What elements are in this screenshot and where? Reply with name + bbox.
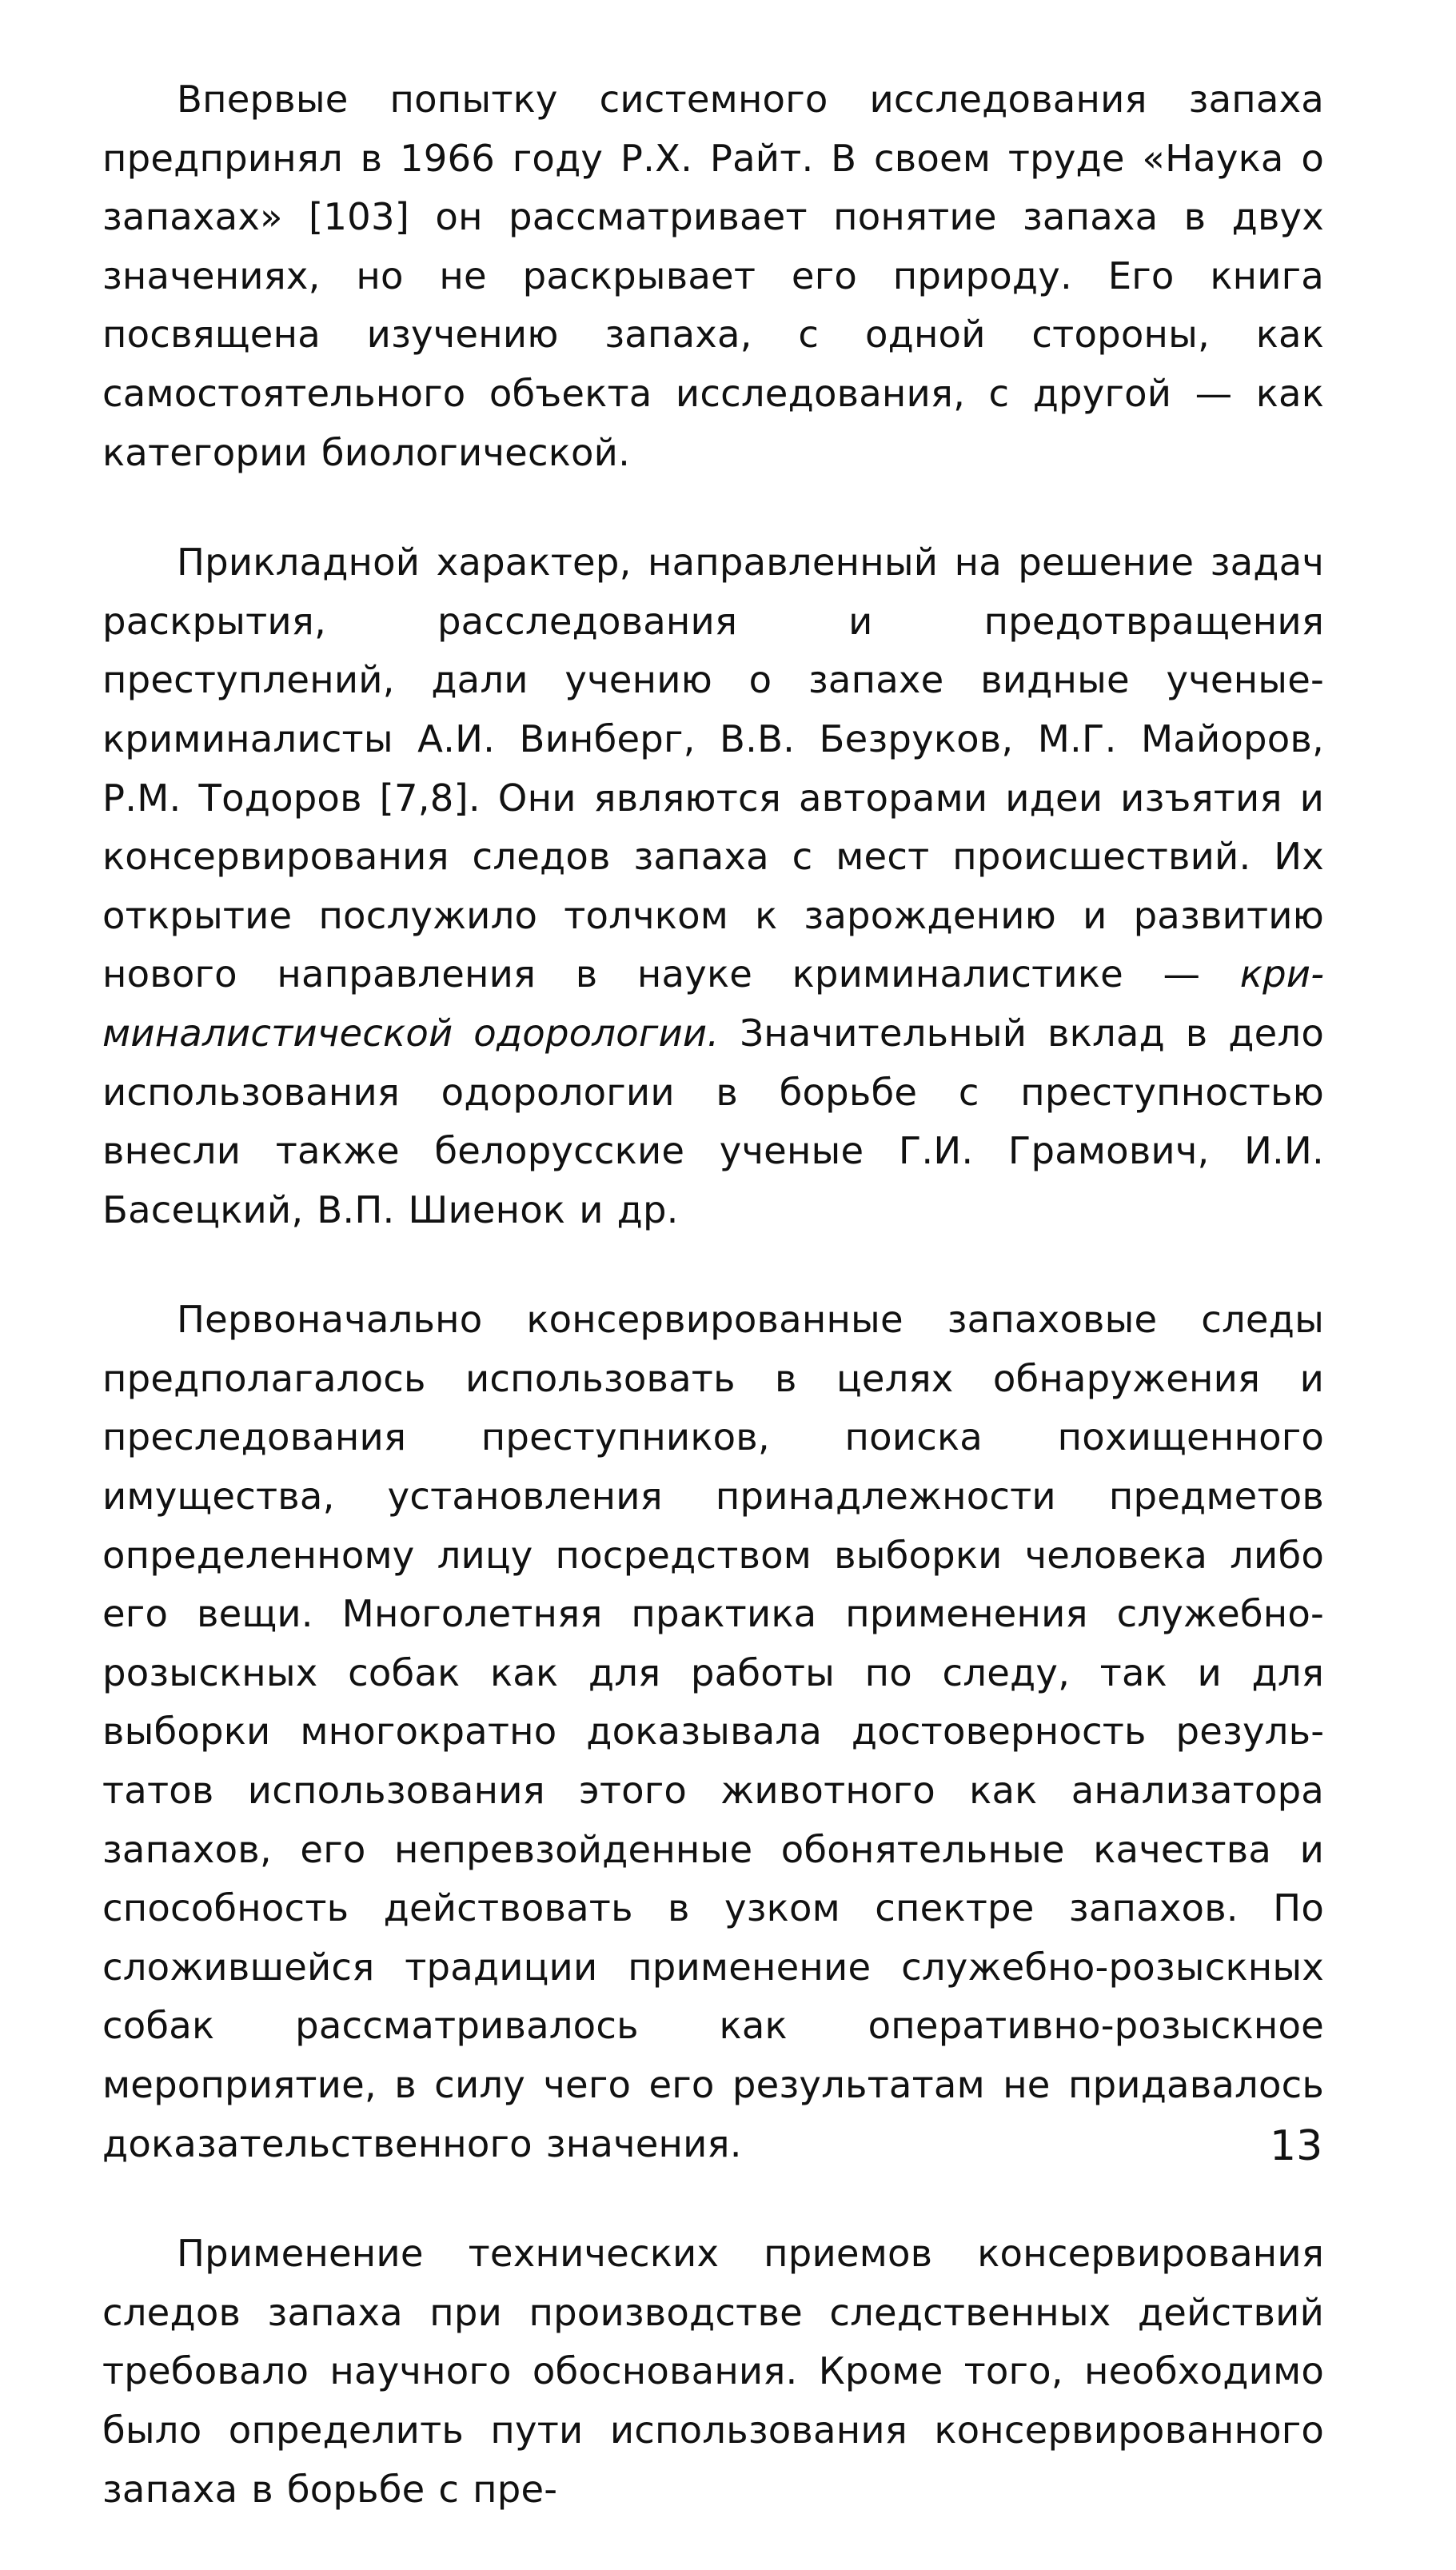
paragraph-1-text: Впервые попытку системного исследования запаха предпринял в 1966 году Р.Х. Райт. В своем труде «Наука о запахах» [103] он рассматривает понятие запаха в двух значениях, но не раскрывает его природу. Его книга посвящена изучению запаха, с одной стороны, как самостоятельного объекта исследования, с другой — как категории биологической. xyxy=(102,78,1324,474)
paragraph-3-text: Первоначально консервированные запаховые следы предполагалось использовать в целях обнаружения и преследования преступников, поиска похищенного имущества, установления принадлежности предметов определенному лицу посредством выборки человека либо его вещи. Многолетняя практика применения служебно-розыскных собак как для работы по следу, так и для выборки многократно доказывала достоверность результатов использования этого животного как анализатора запахов, его непревзойденные обонятельные качества и способность действовать в узком спектре запахов. По сложившейся традиции применение служебно-розыскных собак рассматривалось как оперативно-розыскное мероприятие, в силу чего его результатам не придавалось доказательственного значения. xyxy=(102,1298,1324,2165)
paragraph-2 xyxy=(102,533,1324,1239)
paragraph-1 xyxy=(102,70,1324,482)
paragraph-4 xyxy=(102,2225,1324,2519)
page-body xyxy=(102,70,1324,2570)
paragraph-2-text-end: Значительный вклад в дело использования одорологии в борьбе с преступностью внесли также белорусские ученые Г.И. Грамович, И.И. Басецкий, В.П. Шиенок и др. xyxy=(102,1011,1325,1231)
page-number: 13 xyxy=(1270,2122,1323,2170)
paragraph-4-text: Применение технических приемов консервирования следов запаха при производстве следственных действий требовало научного обоснования. Кроме того, необходимо было определить пути использования консервированного запаха в борьбе с пре- xyxy=(102,2232,1324,2511)
paragraph-3 xyxy=(102,1291,1324,2173)
paragraph-2-text-start: Прикладной характер, направленный на решение задач раскрытия, расследования и предотвращения преступлений, дали учению о запахе видные ученые-криминалисты А.И. Винберг, В.В. Безруков, М.Г. Майоров, Р.М. Тодоров [7,8]. Они являются авторами идеи изъятия и консервирования следов запаха с мест происшествий. Их открытие послужило толчком к зарождению и развитию нового направления в науке криминалистике — xyxy=(102,541,1324,996)
paragraph-2-italic-term: криминалистической одорологии. xyxy=(102,952,1324,1055)
